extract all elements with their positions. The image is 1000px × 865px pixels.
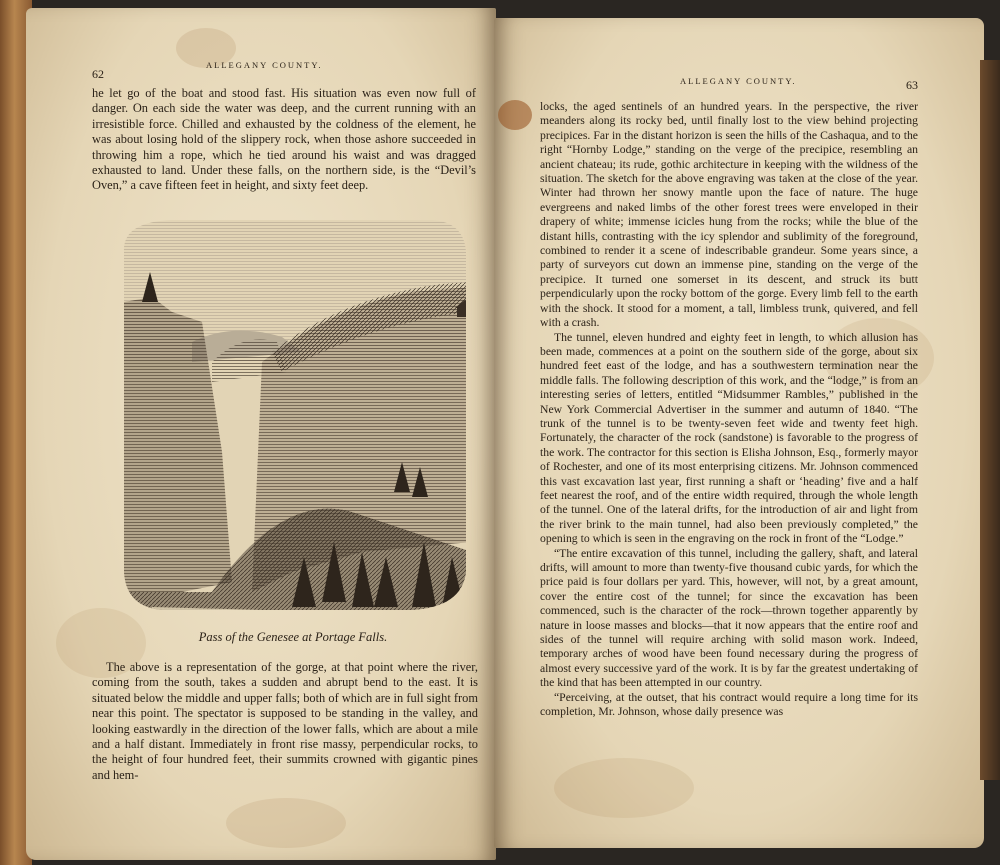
engraving-illustration bbox=[112, 212, 474, 624]
paragraph: “Perceiving, at the outset, that his contract would require a long time for its completion, Mr. Johnson, whose daily presence was bbox=[540, 690, 918, 719]
book-fore-edge bbox=[980, 60, 1000, 780]
body-text-bottom bbox=[92, 660, 478, 783]
paragraph: he let go of the boat and stood fast. His situation was even now full of danger. On each side the water was deep, and the current running with an irresistible force. Chilled and exhausted by the coldness of the element, he was about losing hold of the slippery rock, when those ashore succeeded in throwing him a rope, which he tied around his waist and was dragged exhausted to land. Under these falls, on the northern side, is the “Devil’s Oven,” a cave fifteen feet in height, and sixty feet deep. bbox=[92, 86, 476, 193]
running-head: ALLEGANY COUNTY. bbox=[206, 60, 323, 70]
paper-stain bbox=[226, 798, 346, 848]
paper-stain bbox=[554, 758, 694, 818]
paragraph: “The entire excavation of this tunnel, including the gallery, shaft, and lateral drifts, will amount to more than twenty-five thousand cubic yards, for which the price paid is four dollars per yard. This, however, will not, by a great amount, cover the entire cost of the tunnel; for since the excavation has been commenced, such is the character of the rock—thrown together apparently by nature in loose masses and blocks—that it now appears that the entire roof and sides of the tunnel will require arching with solid mason work. Indeed, temporary arches of wood have been found necessary during the progress of almost every successive yard of the work. It is by far the greatest undertaking of the kind that has been attempted in our country. bbox=[540, 546, 918, 690]
left-page bbox=[26, 8, 496, 860]
page-number: 62 bbox=[92, 67, 104, 81]
body-text-top bbox=[92, 86, 476, 194]
paragraph: The above is a representation of the gorge, at that point where the river, coming from the south, takes a sudden and abrupt bend to the east. It is situated below the middle and upper falls; both of which are in full sight from near this point. The spectator is supposed to be standing in the valley, and looking eastwardly in the direction of the lower falls, which are about a mile and a half distant. Immediately in front rise massy, perpendicular rocks, to the height of four hundred feet, their summits crowned with gigantic pines and hem- bbox=[92, 660, 478, 782]
paragraph: locks, the aged sentinels of an hundred years. In the perspective, the river meanders along its rocky bed, until finally lost to the view behind projecting precipices. Far in the distant horizon is seen the hills of the Cashaqua, and to the right “Hornby Lodge,” standing on the verge of the precipice, resembling an ancient chateau; its rude, gothic architecture in keeping with the wildness of the situation. The sketch for the above engraving was taken at the close of the year. Winter had thrown her snowy mantle upon the face of nature. The huge evergreens and naked limbs of the other forest trees were enveloped in their drapery of white; immense icicles hung from the rocks; while the blue of the distant hills, contrasting with the icy splendor and sublimity of the foreground, combined to render it a scene of indescribable grandeur. Some years since, a party of surveyors cut down an immense pine, standing on the verge of the precipice. It turned one somerset in its descent, and struck its butt perpendicularly upon the rocky bottom of the gorge. Every limb fell to the earth with the shock. It stood for a moment, a tall, limbless trunk, quivered, and fell with a crash. bbox=[540, 100, 918, 330]
body-text bbox=[540, 100, 918, 719]
paragraph: The tunnel, eleven hundred and eighty feet in length, to which allusion has been made, commences at a point on the southern side of the gorge, about six hundred feet east of the lodge, and has a southwestern termination near the middle falls. The following description of this work, and the “lodge,” is from an interesting series of letters, entitled “Midsummer Rambles,” published in the New York Commercial Advertiser in the summer and autumn of 1840. “The trunk of the tunnel is to be twenty-seven feet wide and twenty feet high. Fortunately, the character of the rock (sandstone) is favorable to the progress of the work. The contractor for this section is Elisha Johnson, Esq., formerly mayor of Rochester, and one of its most enterprising citizens. Mr. Johnson commenced this vast excavation last year, first running a shaft or ‘heading’ five and a half feet nearest the roof, and of the entire width required, through the whole length of the tunnel. One of the lateral drifts, for the introduction of air and light from the river brink to the main tunnel, had also been previously completed,” the opening to which is seen in the engraving on the rock in front of the “Lodge.” bbox=[540, 330, 918, 546]
paper-stain bbox=[498, 100, 532, 130]
right-page bbox=[494, 18, 984, 848]
running-head: ALLEGANY COUNTY. bbox=[680, 76, 797, 86]
figure-caption: Pass of the Genesee at Portage Falls. bbox=[198, 630, 388, 644]
page-number: 63 bbox=[906, 78, 918, 92]
